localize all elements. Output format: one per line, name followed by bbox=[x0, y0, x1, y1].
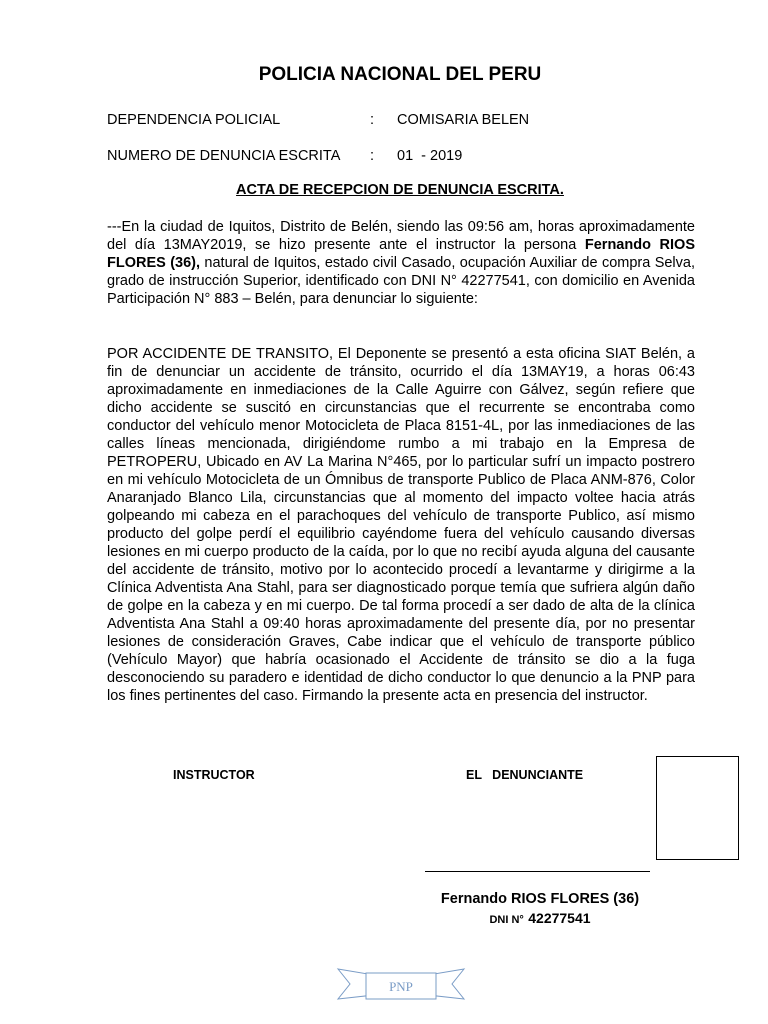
field-colon: : bbox=[370, 112, 375, 128]
complainant-label: EL DENUNCIANTE bbox=[466, 768, 584, 782]
field-value: 01 - 2019 bbox=[397, 148, 463, 164]
field-label: NUMERO DE DENUNCIA ESCRITA bbox=[107, 148, 341, 164]
document-title: POLICIA NACIONAL DEL PERU bbox=[258, 64, 542, 85]
instructor-label: INSTRUCTOR bbox=[173, 768, 255, 782]
document-subtitle: ACTA DE RECEPCION DE DENUNCIA ESCRITA. bbox=[236, 182, 564, 198]
signature-line bbox=[425, 871, 650, 872]
pnp-ribbon-logo bbox=[336, 965, 466, 1005]
intro-text-after: natural de Iquitos, estado civil Casado, ocupación Auxiliar de compra Selva, grado de instrucción Superior, identificado con DNI N° 42277541, con domicilio en Avenida Participación N° 883 – Belén, para denunciar lo siguiente: bbox=[107, 255, 695, 307]
intro-paragraph bbox=[107, 218, 695, 308]
logo-text: PNP bbox=[389, 979, 413, 994]
dni-value: 42277541 bbox=[528, 910, 591, 926]
field-label: DEPENDENCIA POLICIAL bbox=[107, 112, 281, 128]
signer-dni bbox=[420, 910, 660, 928]
body-paragraph: POR ACCIDENTE DE TRANSITO, El Deponente se presentó a esta oficina SIAT Belén, a fin de denunciar un accidente de tránsito, ocurrido el día 13MAY19, a horas 06:43 aproximadamente en inmediaciones de la Calle Aguirre con Gálvez, según refiere que dicho accidente se suscitó en circunstancias que el recurrente se encontraba como conductor del vehículo menor Motocicleta de Placa 8151-4L, por las inmediaciones de las calles líneas mencionada, dirigiéndome rumbo a mi trabajo en la Empresa de PETROPERU, Ubicado en AV La Marina N°465, por lo particular sufrí un impacto postrero en mi vehículo Motocicleta de un Ómnibus de transporte Publico de Placa ANM-876, Color Anaranjado Blanco Lila, circunstancias que al momento del impacto voltee hacia atrás golpeando mi cabeza en el parachoques del vehículo de transporte Publico, así mismo producto del golpe perdí el equilibrio cayéndome fuera del vehículo causando diversas lesiones en mi cuerpo producto de la caída, por lo que no recibí ayuda alguna del causante del accidente de tránsito, motivo por lo acontecido procedí a levantarme y dirigirme a la Clínica Adventista Ana Stahl, para ser diagnosticado porque temía que sufriera algún daño de golpe en la cabeza y en mi cuerpo. De tal forma procedí a ser dado de alta de la clínica Adventista Ana Stahl a 09:40 horas aproximadamente del presente día, por no presentar lesiones de consideración Graves, Cabe indicar que el vehículo de transporte público (Vehículo Mayor) que habría ocasionado el Accidente de tránsito se dio a la fuga desconociendo su paradero e identidad de dicho conductor lo que denuncio a la PNP para los fines pertinentes del caso. Firmando la presente acta en presencia del instructor. bbox=[107, 346, 695, 704]
complainant-name-bold: Fernando RIOS FLORES (36), bbox=[107, 237, 695, 271]
fingerprint-box bbox=[656, 756, 739, 860]
dni-label: DNI N° bbox=[489, 914, 524, 926]
field-colon: : bbox=[370, 148, 375, 164]
field-value: COMISARIA BELEN bbox=[397, 112, 530, 128]
intro-text-before: ---En la ciudad de Iquitos, Distrito de Belén, siendo las 09:56 am, horas aproximadamente del día 13MAY2019, se hizo presente ante el instructor la persona bbox=[107, 219, 695, 253]
signer-name: Fernando RIOS FLORES (36) bbox=[440, 891, 640, 907]
